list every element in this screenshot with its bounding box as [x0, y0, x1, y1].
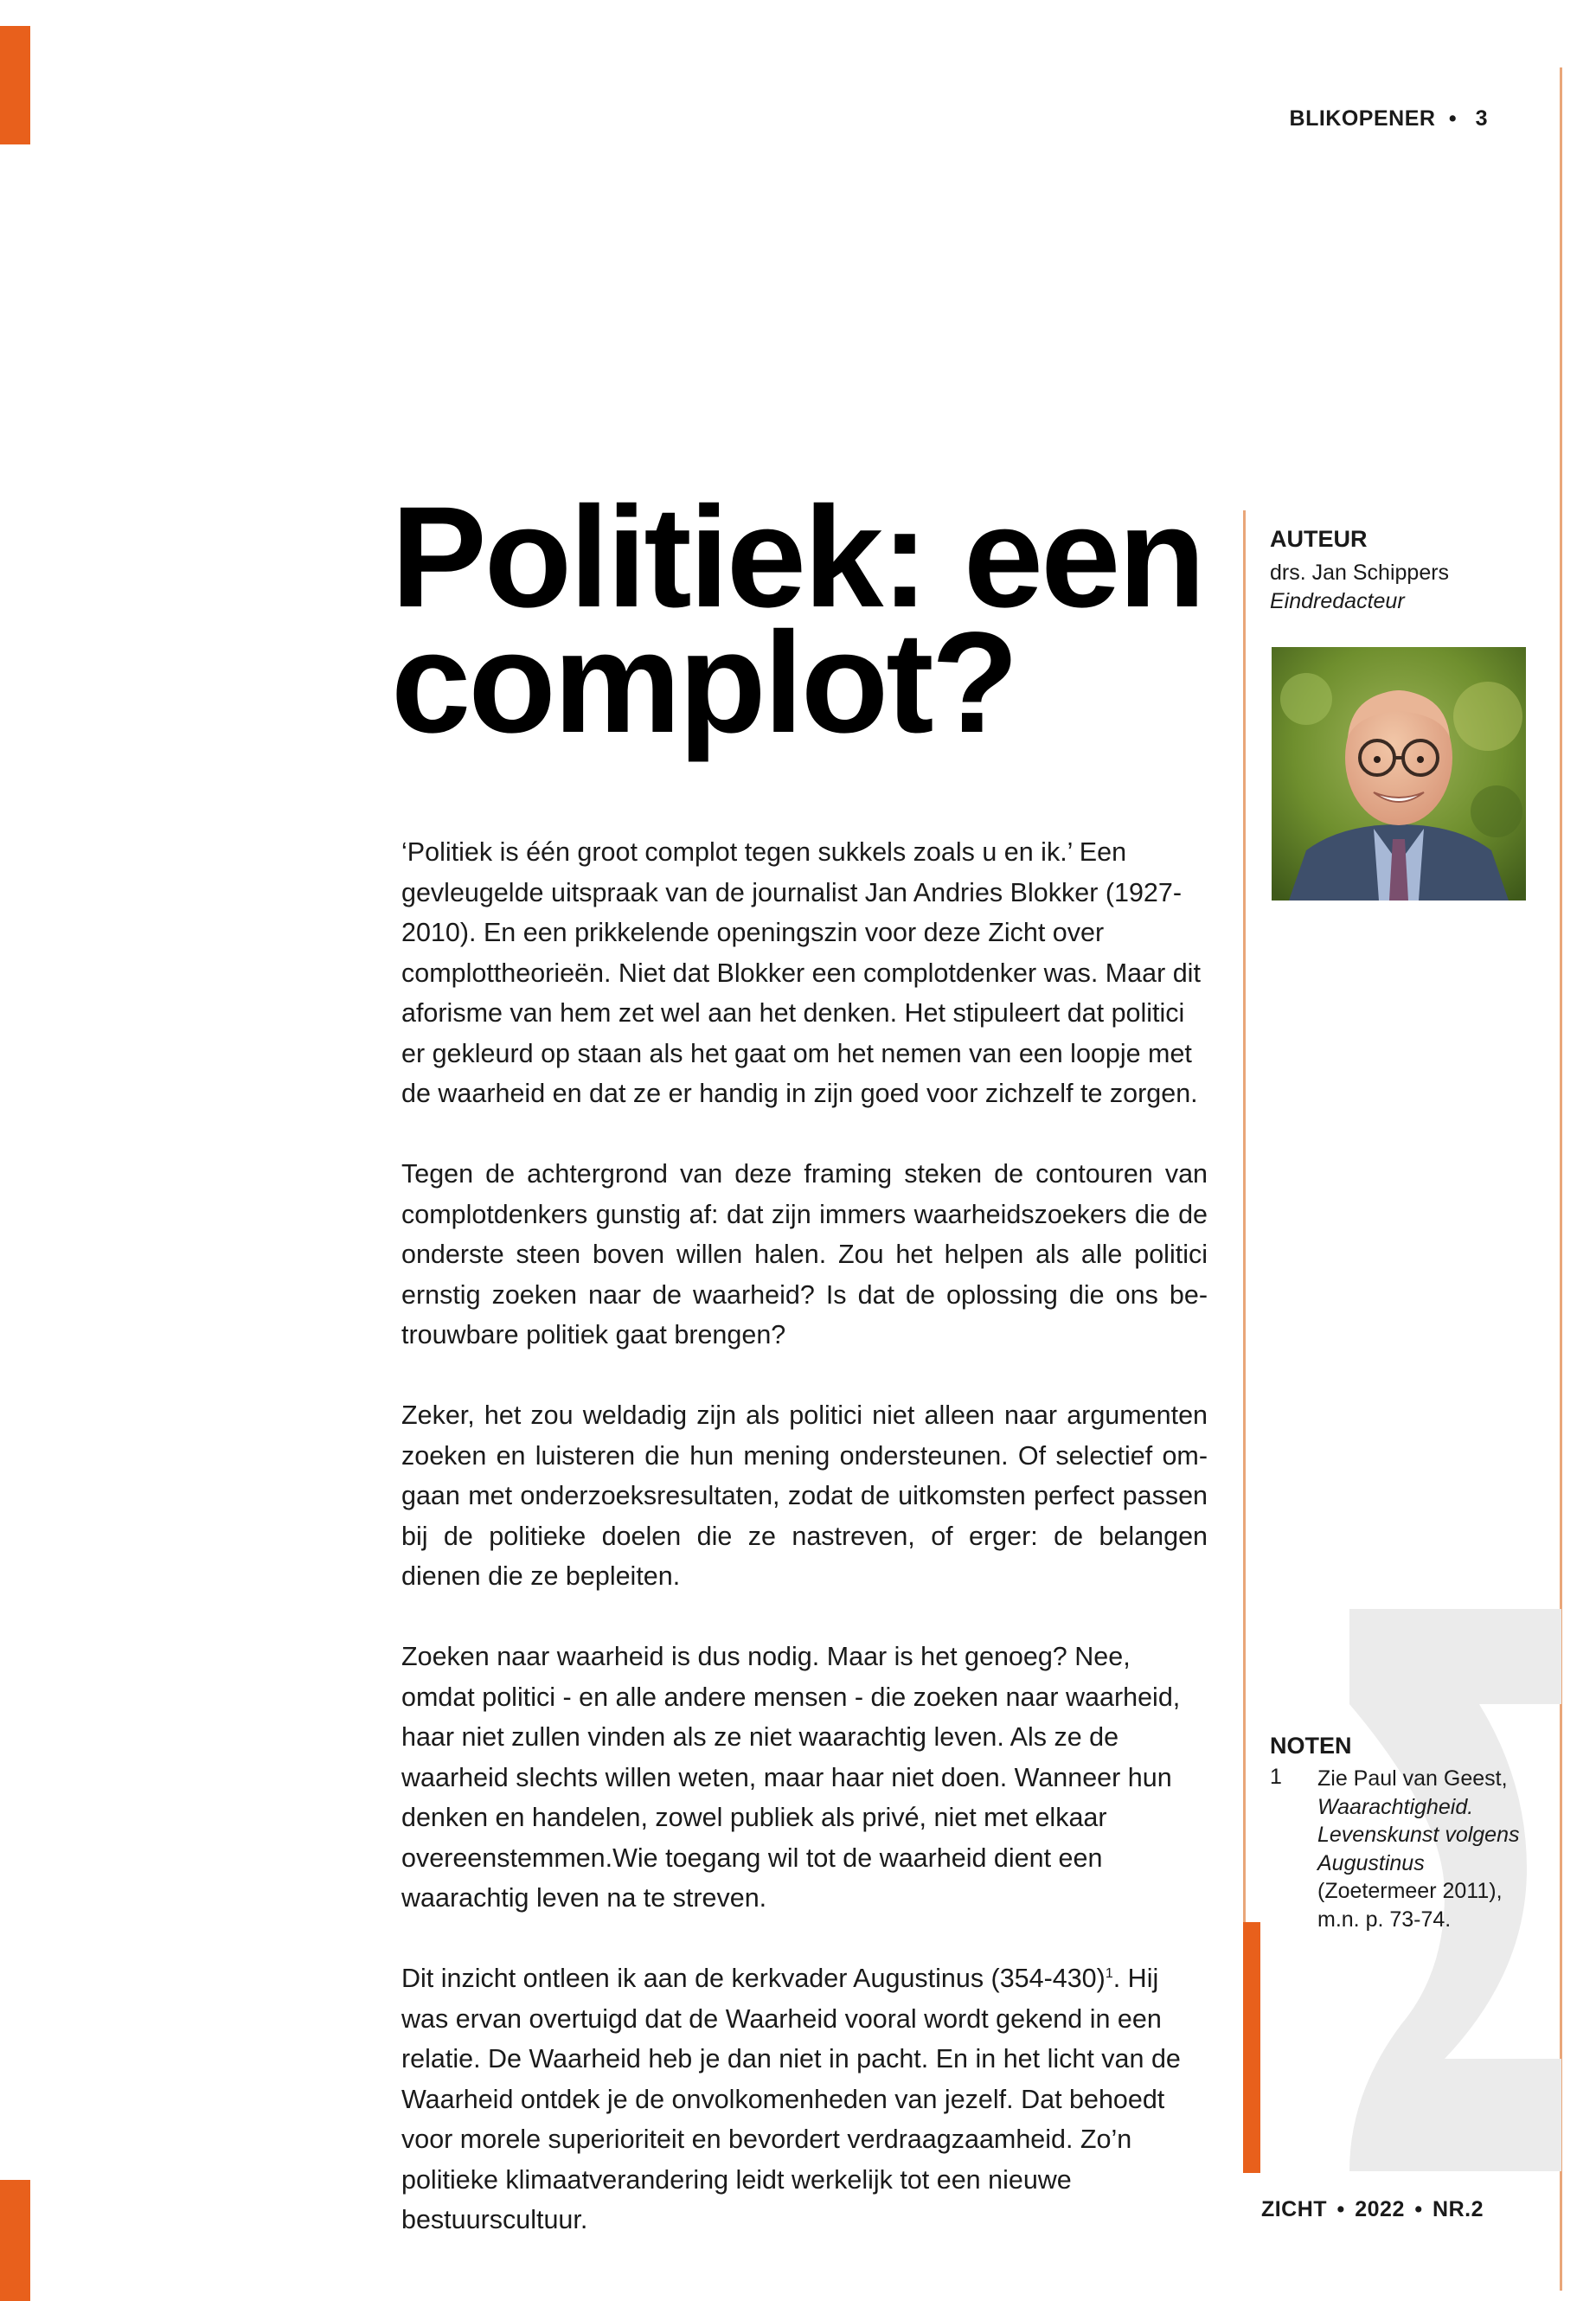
- accent-bar-bottom: [0, 2180, 30, 2301]
- paragraph-4: Zoeken naar waarheid is dus nodig. Maar is het genoeg? Nee, omdat politici - en alle andere mensen - die zoeken naar waarheid, haar niet zullen vinden als ze niet waarachtig leven. Als ze de waarheid slechts willen weten, maar haar niet doen. Wanneer hun denken en handelen, zowel publiek als privé, niet met elkaar overeenstemmen.Wie toegang wil tot de waarheid dient een waarachtig leven na te streven.: [401, 1642, 1181, 1913]
- footer-issue: NR.2: [1433, 2197, 1484, 2221]
- article-body: [401, 832, 1208, 2280]
- title-line-2: complot?: [391, 603, 1016, 763]
- header-separator: •: [1448, 106, 1458, 131]
- author-name: drs. Jan Schippers: [1270, 561, 1450, 585]
- note-book-title: Waarachtigheid. Levenskunst volgens Augustinus: [1317, 1794, 1520, 1875]
- paragraph-3: Zeker, het zou weldadig zijn als politici niet alleen naar argumenten zoeken en luisteren die hun mening ondersteunen. Of selectief omgaan met onderzoeksresultaten, zodat de uitkomsten perfect passen bij de politieke doelen die ze nastreven, of erger: de belangen dienen die ze bepleiten.: [401, 1400, 1208, 1591]
- footer-magazine: ZICHT: [1260, 2197, 1328, 2221]
- paragraph-1: ‘Politiek is één groot complot tegen sukkels zoals u en ik.’ Een gevleugelde uitspraak van de journalist Jan Andries Blokker (1927-2010). En een prikkelende openingszin voor deze Zicht over complottheorieën. Niet dat Blokker een complotdenker was. Maar dit aforisme van hem zet wel aan het denken. Het stipuleert dat politici er gekleurd op staan als het gaat om het nemen van een loopje met de waarheid en dat ze er handig in zijn goed voor zichzelf te zorgen.: [401, 837, 1201, 1108]
- article-title: [391, 478, 1221, 763]
- paragraph-5-text-a: Dit inzicht ontleen ik aan de kerkvader Augustinus (354-430): [401, 1964, 1106, 1993]
- notes-label: NOTEN: [1270, 1733, 1352, 1759]
- note-suffix: (Zoetermeer 2011), m.n. p. 73-74.: [1317, 1879, 1503, 1932]
- running-header: [1290, 106, 1488, 131]
- page-number: 3: [1475, 106, 1488, 131]
- author-role: Eindredacteur: [1270, 589, 1405, 613]
- author-photo: [1272, 647, 1526, 901]
- note-prefix: Zie Paul van Geest,: [1317, 1766, 1508, 1791]
- sidebar-rule-accent: [1243, 1922, 1260, 2173]
- paragraph-2: Tegen de achtergrond van deze framing steken de contouren van complotdenkers gunstig af: dat zijn immers waarheidszoekers die de onderste steen boven willen halen. Zou het helpen als alle politici ernstig zoeken naar de waarheid? Is dat de oplossing die ons betrouwbare politiek gaat brengen?: [401, 1159, 1208, 1349]
- header-section: BLIKOPENER: [1289, 106, 1436, 131]
- footer-separator-1: •: [1336, 2197, 1345, 2221]
- note-number: 1: [1270, 1765, 1282, 1789]
- note-text: [1317, 1765, 1534, 1933]
- title-line-1: Politiek: een: [391, 478, 1203, 638]
- author-label: AUTEUR: [1270, 526, 1368, 552]
- footer-year: 2022: [1355, 2197, 1405, 2221]
- footnote-ref-1[interactable]: 1: [1105, 1965, 1113, 1981]
- paragraph-5-text-b: . Hij was ervan overtuigd dat de Waarheid vooral wordt gekend in een relatie. De Waarheid heb je dan niet in pacht. En in het licht van de Waarheid ontdek je de onvolkomenheden van jezelf. Dat behoedt voor morele superioriteit en bevordert verdraagzaamheid. Zo’n politieke klimaatverandering leidt werkelijk tot een nieuwe bestuurscultuur.: [401, 1964, 1181, 2234]
- footer-separator-2: •: [1414, 2197, 1423, 2221]
- running-footer: [1261, 2197, 1484, 2222]
- paragraph-5: [401, 1958, 1208, 2240]
- accent-bar-top: [0, 26, 30, 144]
